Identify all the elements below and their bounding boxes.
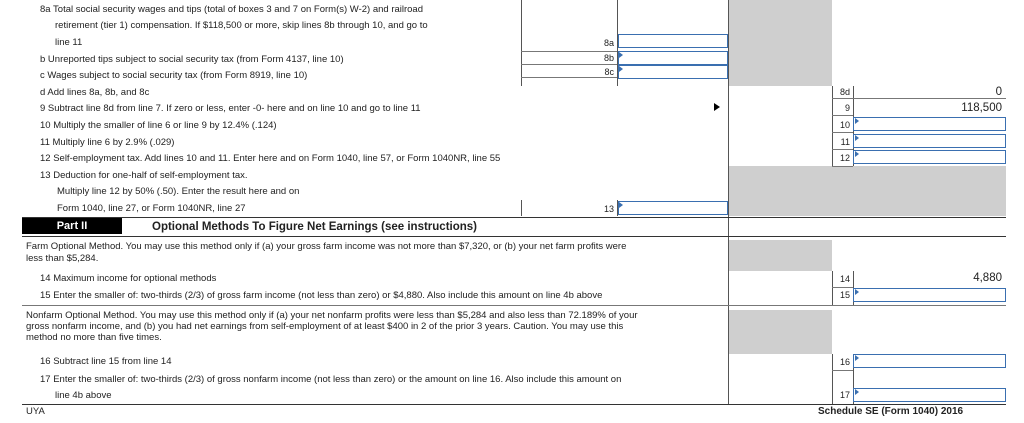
line-9-value: 118,500 [961,102,1002,114]
part-title: Optional Methods To Figure Net Earnings (see instructions) [152,221,478,233]
row-rule [832,370,853,371]
line-8c-text: c Wages subject to social security tax (from Form 8919, line 10) [40,70,308,81]
field-marker-icon [855,289,859,295]
line-14-text: 14 Maximum income for optional methods [40,273,217,284]
farm-method-text: Farm Optional Method. You may use this method only if (a) your gross farm income was not more than $7,320, or (b) your net farm profits were [26,241,627,252]
field-marker-icon [855,389,859,395]
line-11-input[interactable] [853,134,1006,148]
footer-code: UYA [26,406,45,417]
line-12-text: 12 Self-employment tax. Add lines 10 and 11. Enter here and on Form 1040, line 57, or Form 1040NR, line 55 [40,153,501,164]
box-number-8c: 8c [604,67,614,77]
line-8b-text: b Unreported tips subject to social security tax (from Form 4137, line 10) [40,54,344,65]
line-15-input[interactable] [853,288,1006,302]
box-number-11: 11 [840,137,850,147]
line-13-text: Multiply line 12 by 50% (.50). Enter the result here and on [57,186,300,197]
line-11-text: 11 Multiply line 6 by 2.9% (.029) [40,137,175,148]
line-8d-value: 0 [995,86,1002,98]
nonfarm-method-text: Nonfarm Optional Method. You may use this method only if (a) your net nonfarm profits were less than $5,284 and also less than 72.189% of your [26,310,638,321]
shaded-area [728,166,1006,216]
row-rule [22,217,1006,218]
box-number-14: 14 [839,274,850,284]
line-17-text: line 4b above [55,390,112,401]
line-13-text: 13 Deduction for one-half of self-employment tax. [40,170,248,181]
row-rule [22,404,1006,405]
form-identifier: Schedule SE (Form 1040) 2016 [818,406,964,417]
nonfarm-method-text: method no more than five times. [26,332,162,343]
line-15-text: 15 Enter the smaller of: two-thirds (2/3) of gross farm income (not less than zero) or $4,880. Also include this amount on line 4b above [40,290,603,301]
box-number-8b: 8b [603,53,614,63]
row-rule [521,51,617,52]
line-16-input[interactable] [853,354,1006,368]
box-number-15: 15 [839,290,850,300]
row-rule [22,305,1006,306]
line-8a-text: retirement (tier 1) compensation. If $118,500 or more, skip lines 8b through 10, and go to [55,20,428,31]
line-8b-input[interactable] [618,51,728,65]
nonfarm-method-text: gross nonfarm income, and (b) you had net earnings from self-employment of at least $400 in 2 of the prior 3 years. Caution. You may use this [26,321,624,332]
row-rule [22,236,1006,237]
field-marker-icon [855,135,859,141]
row-rule [832,132,853,133]
line-8c-input[interactable] [618,65,728,79]
line-10-input[interactable] [853,117,1006,131]
line-14-value: 4,880 [973,272,1002,284]
line-16-text: 16 Subtract line 15 from line 14 [40,356,172,367]
farm-method-text: less than $5,284. [26,253,99,264]
row-rule [832,287,853,288]
line-8a-text: 8a Total social security wages and tips (total of boxes 3 and 7 on Form(s) W-2) and railroad [40,4,424,15]
row-rule [832,166,853,167]
column-rule [521,200,522,216]
line-10-text: 10 Multiply the smaller of line 6 or line 9 by 12.4% (.124) [40,120,277,131]
line-9-text: 9 Subtract line 8d from line 7. If zero or less, enter -0- here and on line 10 and go to line 11 [40,103,421,114]
box-number-10: 10 [839,120,850,130]
shaded-area [728,0,832,86]
field-marker-icon [619,66,623,72]
box-number-16: 16 [839,357,850,367]
box-number-12: 12 [839,153,850,163]
shaded-area [728,240,832,271]
row-rule [832,98,1006,99]
column-rule [521,0,522,86]
line-8a-input[interactable] [618,34,728,48]
box-number-9: 9 [844,103,850,113]
line-8a-text: line 11 [55,37,83,48]
row-rule [521,64,617,65]
line-13-text: Form 1040, line 27, or Form 1040NR, line 27 [57,203,246,214]
field-marker-icon [855,355,859,361]
shaded-area [728,310,832,354]
box-number-8a: 8a [603,38,614,48]
line-17-input[interactable] [853,388,1006,402]
line-12-input[interactable] [853,150,1006,164]
field-marker-icon [855,151,859,157]
box-number-17: 17 [839,390,850,400]
line-13-input[interactable] [618,201,728,215]
row-rule [832,149,853,150]
arrow-icon [714,103,720,111]
column-rule [728,0,729,405]
box-number-8d: 8d [839,87,850,97]
field-marker-icon [619,52,623,58]
part-label: Part II [22,218,122,234]
field-marker-icon [619,202,623,208]
line-17-text: 17 Enter the smaller of: two-thirds (2/3) of gross nonfarm income (not less than zero) or the amount on line 16. Also include this amount on [40,374,622,385]
box-number-13: 13 [603,204,614,214]
field-marker-icon [855,118,859,124]
row-rule [832,115,853,116]
line-8d-text: d Add lines 8a, 8b, and 8c [40,87,150,98]
